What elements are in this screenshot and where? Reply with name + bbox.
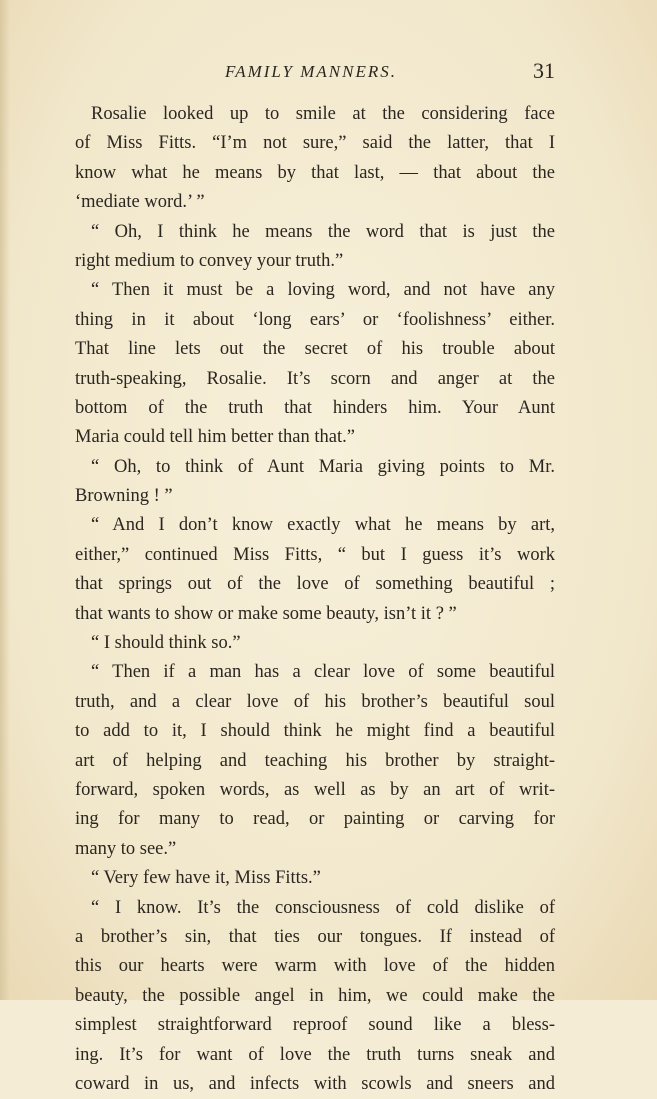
text-line: ing for many to read, or painting or carving for — [75, 809, 555, 830]
text-line: a brother’s sin, that ties our tongues. If instead of — [75, 926, 555, 947]
text-line: Maria could tell him better than that.” — [75, 427, 355, 448]
text-line: ‘mediate word.’ ” — [75, 192, 205, 213]
text-line: many to see.” — [75, 838, 177, 859]
text-line: “ I know. It’s the consciousness of cold dislike of — [91, 897, 555, 918]
text-line: of Miss Fitts. “I’m not sure,” said the latter, that I — [75, 133, 555, 154]
text-line: bottom of the truth that hinders him. Your Aunt — [75, 397, 555, 418]
text-line: right medium to convey your truth.” — [75, 250, 344, 271]
text-line: That line lets out the secret of his trouble about — [75, 339, 555, 360]
text-line: “ I should think so.” — [91, 633, 241, 654]
text-line: “ Then it must be a loving word, and not have any — [91, 280, 555, 301]
text-line: “ Very few have it, Miss Fitts.” — [91, 868, 321, 889]
text-line: “ Oh, to think of Aunt Maria giving points to Mr. — [91, 456, 555, 477]
page-binding-edge — [0, 0, 10, 1000]
text-line: this our hearts were warm with love of the hidden — [75, 956, 555, 977]
text-line: coward in us, and infects with scowls and sneers and — [75, 1073, 555, 1094]
running-head — [75, 58, 555, 88]
body-text — [75, 100, 555, 1099]
text-line: truth, and a clear love of his brother’s beautiful soul — [75, 691, 555, 712]
text-line: “ And I don’t know exactly what he means by art, — [91, 515, 555, 536]
text-line: know what he means by that last, — that about the — [75, 162, 555, 183]
text-line: ing. It’s for want of love the truth turns sneak and — [75, 1044, 555, 1065]
text-line: that springs out of the love of something beautiful ; — [75, 574, 555, 595]
text-line: forward, spoken words, as well as by an art of writ- — [75, 779, 555, 800]
text-line: either,” continued Miss Fitts, “ but I guess it’s work — [75, 544, 555, 565]
text-line: “ Oh, I think he means the word that is just the — [91, 221, 555, 242]
text-line: art of helping and teaching his brother by straight- — [75, 750, 555, 771]
text-line: thing in it about ‘long ears’ or ‘foolishness’ either. — [75, 309, 555, 330]
text-line: Browning ! ” — [75, 486, 173, 507]
text-line: Rosalie looked up to smile at the considering face — [91, 104, 555, 124]
page-number: 31 — [533, 58, 555, 83]
text-line: simplest straightforward reproof sound like a bless- — [75, 1015, 555, 1036]
text-line: to add to it, I should think he might find a beautiful — [75, 721, 555, 742]
running-title: FAMILY MANNERS. — [225, 62, 397, 81]
text-line: beauty, the possible angel in him, we could make the — [75, 985, 555, 1006]
text-line: “ Then if a man has a clear love of some beautiful — [91, 662, 555, 683]
text-line: that wants to show or make some beauty, isn’t it ? ” — [75, 603, 457, 624]
text-line: truth-speaking, Rosalie. It’s scorn and anger at the — [75, 368, 555, 389]
